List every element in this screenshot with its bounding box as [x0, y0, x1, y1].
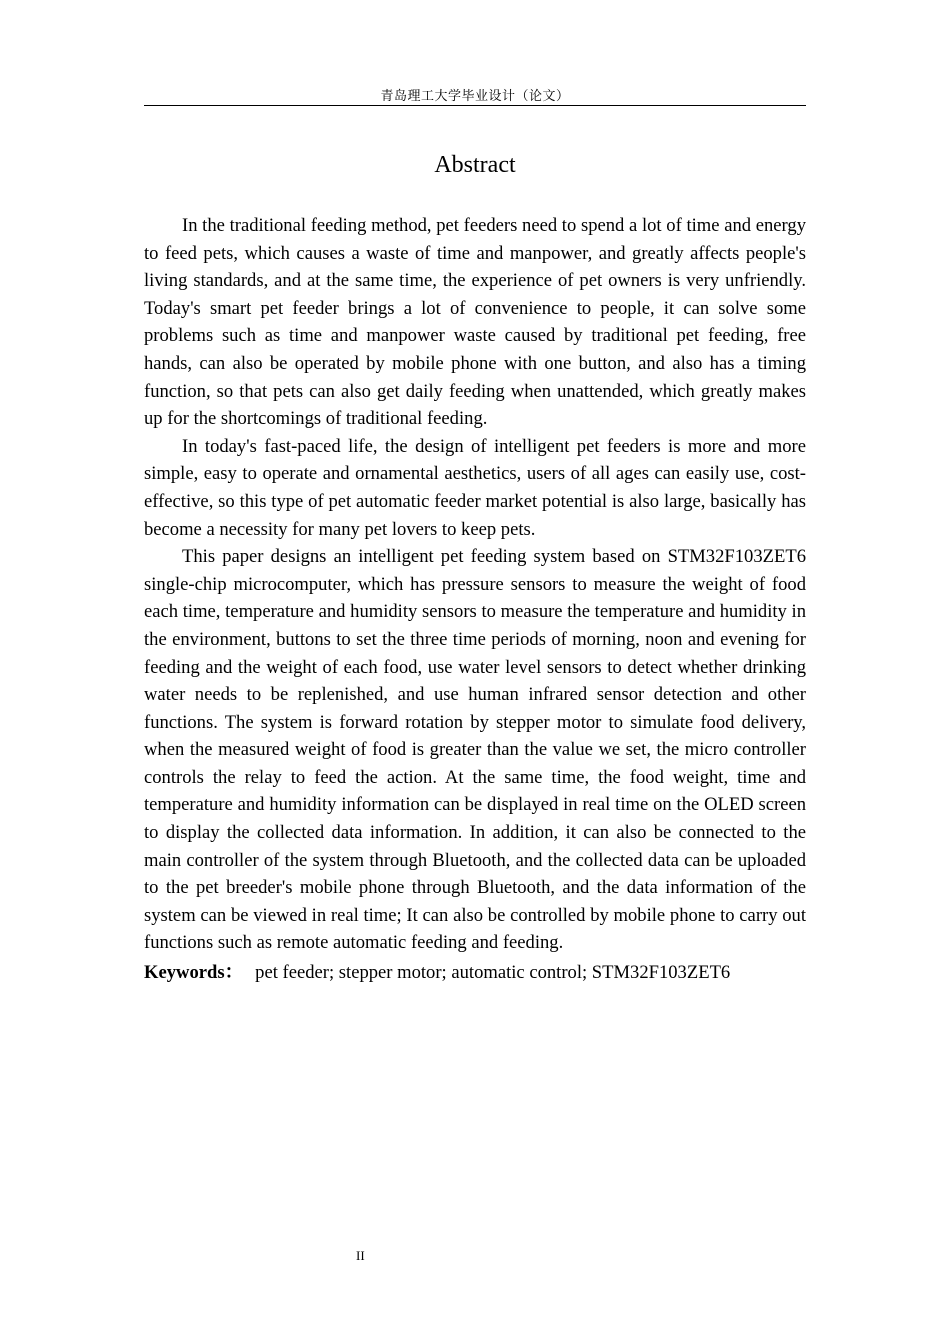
abstract-body: [144, 212, 806, 987]
keywords-line: [144, 959, 806, 987]
abstract-paragraph-2: In today's fast-paced life, the design of intelligent pet feeders is more and more simple, easy to operate and ornamental aesthetics, users of all ages can easily use, cost-effective, so this type of pet automatic feeder market potential is also large, basically has become a necessity for many pet lovers to keep pets.: [144, 435, 806, 540]
keywords-label: Keywords：: [144, 962, 244, 984]
keywords-values: pet feeder; stepper motor; automatic control; STM32F103ZET6: [255, 962, 731, 984]
page-header: [144, 88, 806, 106]
page-number: II: [356, 1248, 365, 1263]
abstract-paragraph-1: In the traditional feeding method, pet feeders need to spend a lot of time and energy to feed pets, which causes a waste of time and manpower, and greatly affects people's living standards, and at the same time, the experience of pet owners is very unfriendly. Today's smart pet feeder brings a lot of convenience to people, it can solve some problems such as time and manpower waste caused by traditional pet feeding, free hands, can also be operated by mobile phone with one button, and also has a timing function, so that pets can also get daily feeding when unattended, which greatly makes up for the shortcomings of traditional feeding.: [144, 215, 806, 430]
page-title: Abstract: [434, 152, 516, 178]
abstract-paragraph-3: This paper designs an intelligent pet feeding system based on STM32F103ZET6 single-chip microcomputer, which has pressure sensors to measure the weight of food each time, temperature and humidity sensors to measure the temperature and humidity in the environment, buttons to set the three time periods of morning, noon and evening for feeding and the weight of each food, use water level sensors to detect whether drinking water needs to be replenished, and use human infrared sensor detection and other functions. The system is forward rotation by stepper motor to simulate food delivery, when the measured weight of food is greater than the value we set, the micro controller controls the relay to feed the action. At the same time, the food weight, time and temperature and humidity information can be displayed in real time on the OLED screen to display the collected data information. In addition, it can also be connected to the main controller of the system through Bluetooth, and the collected data can be uploaded to the pet breeder's mobile phone through Bluetooth, and the data information of the system can be viewed in real time; It can also be controlled by mobile phone to carry out functions such as remote automatic feeding and feeding.: [144, 546, 806, 954]
header-text: 青岛理工大学毕业设计（论文）: [380, 88, 570, 103]
